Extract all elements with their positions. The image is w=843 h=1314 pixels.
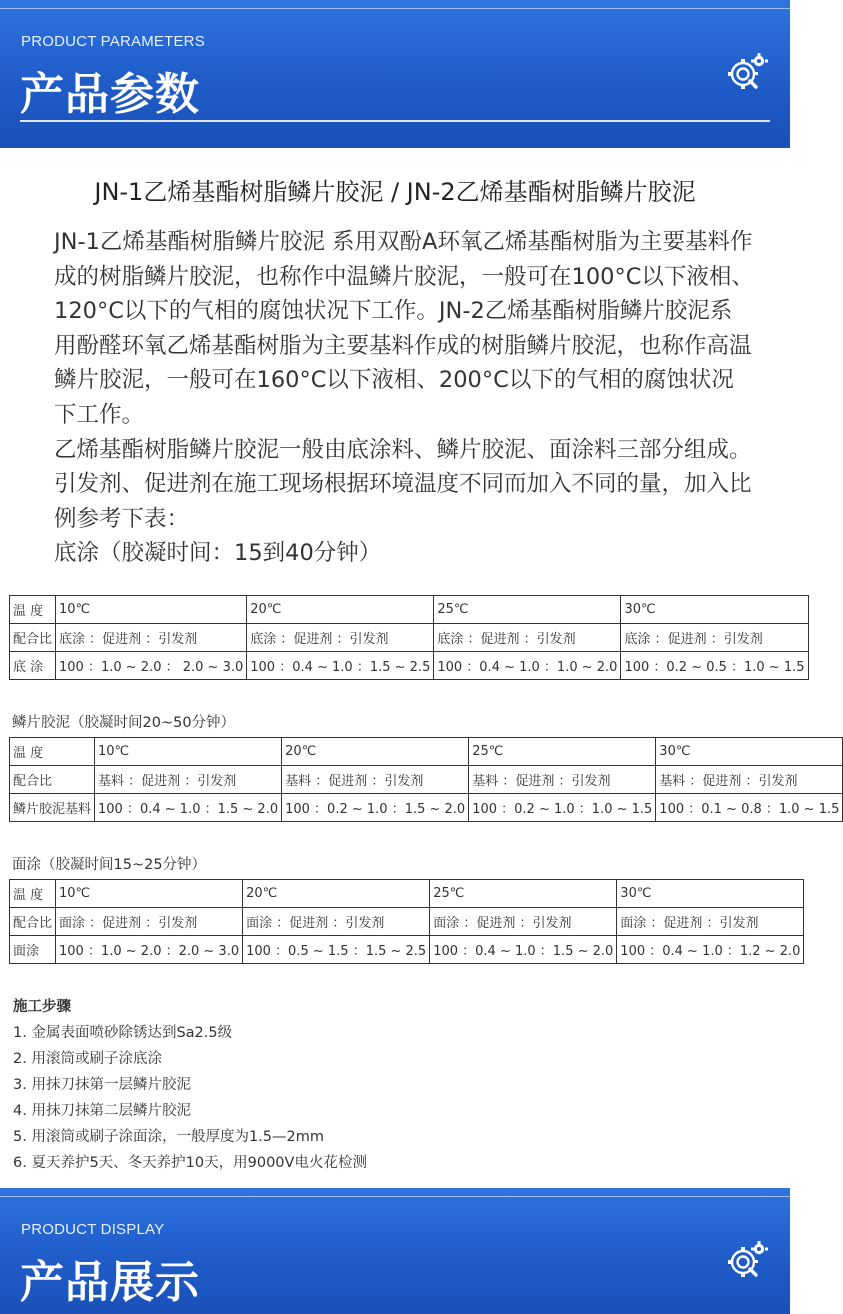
- table-cell: 100 ：0.4 ~ 1.0 ：1.5 ~ 2.0: [430, 936, 617, 964]
- table-cell: 面涂 ：促进剂 ：引发剂: [243, 908, 430, 936]
- table-cell: 面涂 ：促进剂 ：引发剂: [430, 908, 617, 936]
- table-cell: 底 涂: [10, 652, 56, 680]
- table-cell: 100 ：0.4 ~ 1.0 ：1.0 ~ 2.0: [434, 652, 621, 680]
- table-cell: 100 ：0.2 ~ 1.0 ：1.0 ~ 1.5: [469, 794, 656, 822]
- table-cell: 30℃: [656, 738, 843, 766]
- table-cell: 30℃: [621, 596, 808, 624]
- banner-chinese-title: 产品展示: [20, 1257, 200, 1308]
- description-paragraph-2: 乙烯基酯树脂鳞片胶泥一般由底涂料、鳞片胶泥、面涂料三部分组成。引发剂、促进剂在施工现场根据环境温度不同而加入不同的量，加入比例参考下表：: [54, 436, 752, 532]
- table-cell: 10℃: [56, 880, 243, 908]
- table-row: [10, 936, 804, 964]
- table-cell: 面涂: [10, 936, 56, 964]
- product-description: [54, 225, 754, 571]
- product-display-banner: [0, 1188, 790, 1314]
- table-cell: 10℃: [95, 738, 282, 766]
- list-item: 2. 用滚筒或刷子涂底涂: [13, 1051, 162, 1067]
- table-cell: 底涂 ：促进剂 ：引发剂: [434, 624, 621, 652]
- table-cell: 温 度: [10, 738, 95, 766]
- list-item: 5. 用滚筒或刷子涂面涂，一般厚度为1.5—2mm: [13, 1129, 324, 1145]
- table-cell: 100 ：0.4 ~ 1.0 ：1.2 ~ 2.0: [617, 936, 804, 964]
- list-item: 4. 用抹刀抹第二层鳞片胶泥: [13, 1103, 191, 1119]
- table-cell: 基料 ：促进剂 ：引发剂: [469, 766, 656, 794]
- table-cell: 25℃: [430, 880, 617, 908]
- table-cell: 100 ：0.5 ~ 1.5 ：1.5 ~ 2.5: [243, 936, 430, 964]
- banner-bottom-line: [20, 120, 770, 122]
- table-cell: 100 ：0.4 ~ 1.0 ：1.5 ~ 2.5: [247, 652, 434, 680]
- banner-english-title: PRODUCT DISPLAY: [21, 1221, 165, 1238]
- table-row: [10, 624, 809, 652]
- list-item: 3. 用抹刀抹第一层鳞片胶泥: [13, 1077, 191, 1093]
- table-row: [10, 738, 843, 766]
- table-cell: 配合比: [10, 908, 56, 936]
- scale-mortar-table: [9, 737, 843, 822]
- table-row: [10, 908, 804, 936]
- table-cell: 20℃: [243, 880, 430, 908]
- table-cell: 100 ：0.2 ~ 0.5 ：1.0 ~ 1.5: [621, 652, 808, 680]
- table-cell: 100 ：0.2 ~ 1.0 ：1.5 ~ 2.0: [282, 794, 469, 822]
- table-cell: 20℃: [247, 596, 434, 624]
- table-cell: 配合比: [10, 624, 56, 652]
- table-cell: 配合比: [10, 766, 95, 794]
- banner-english-title: PRODUCT PARAMETERS: [21, 33, 205, 50]
- table-cell: 底涂 ：促进剂 ：引发剂: [56, 624, 247, 652]
- table-cell: 100 ：1.0 ~ 2.0 ：2.0 ~ 3.0: [56, 936, 243, 964]
- construction-steps: [13, 994, 367, 1176]
- table-row: [10, 652, 809, 680]
- description-paragraph-1: JN-1乙烯基酯树脂鳞片胶泥 系用双酚A环氧乙烯基酯树脂为主要基料作成的树脂鳞片胶泥，也称作中温鳞片胶泥，一般可在100°C以下液相、120°C以下的气相的腐蚀状况下工作。JN-2乙烯基酯树脂鳞片胶泥系用酚醛环氧乙烯基酯树脂为主要基料作成的树脂鳞片胶泥，也称作高温鳞片胶泥，一般可在160°C以下液相、200°C以下的气相的腐蚀状况下工作。: [54, 229, 754, 428]
- table-row: [10, 596, 809, 624]
- product-title: JN-1乙烯基酯树脂鳞片胶泥 / JN-2乙烯基酯树脂鳞片胶泥: [94, 178, 696, 206]
- steps-heading: 施工步骤: [13, 999, 71, 1015]
- table-cell: 25℃: [469, 738, 656, 766]
- table-row: [10, 794, 843, 822]
- table-cell: 100 ：0.4 ~ 1.0 ：1.5 ~ 2.0: [95, 794, 282, 822]
- gear-search-icon: [725, 1238, 769, 1282]
- banner-top-line: [0, 8, 790, 9]
- gear-search-icon: [725, 50, 769, 94]
- table-cell: 25℃: [434, 596, 621, 624]
- table-cell: 10℃: [56, 596, 247, 624]
- table-cell: 20℃: [282, 738, 469, 766]
- base-coat-caption: 底涂（胶凝时间：15到40分钟）: [54, 540, 382, 567]
- table-cell: 30℃: [617, 880, 804, 908]
- list-item: 6. 夏天养护5天、冬天养护10天，用9000V电火花检测: [13, 1155, 367, 1171]
- table-cell: 基料 ：促进剂 ：引发剂: [656, 766, 843, 794]
- scale-mortar-caption: 鳞片胶泥（胶凝时间20~50分钟）: [12, 715, 236, 731]
- table-cell: 基料 ：促进剂 ：引发剂: [282, 766, 469, 794]
- base-coat-table: [9, 595, 809, 680]
- table-cell: 100 ：0.1 ~ 0.8 ：1.0 ~ 1.5: [656, 794, 843, 822]
- product-parameters-banner: [0, 0, 790, 148]
- table-cell: 基料 ：促进剂 ：引发剂: [95, 766, 282, 794]
- table-cell: 温 度: [10, 880, 56, 908]
- table-cell: 底涂 ：促进剂 ：引发剂: [621, 624, 808, 652]
- top-coat-table: [9, 879, 804, 964]
- table-cell: 温 度: [10, 596, 56, 624]
- table-row: [10, 880, 804, 908]
- table-cell: 面涂 ：促进剂 ：引发剂: [56, 908, 243, 936]
- table-row: [10, 766, 843, 794]
- table-cell: 底涂 ：促进剂 ：引发剂: [247, 624, 434, 652]
- table-cell: 100 ：1.0 ~ 2.0 ： 2.0 ~ 3.0: [56, 652, 247, 680]
- table-cell: 鳞片胶泥基料: [10, 794, 95, 822]
- table-cell: 面涂 ：促进剂 ：引发剂: [617, 908, 804, 936]
- top-coat-caption: 面涂（胶凝时间15~25分钟）: [12, 857, 207, 873]
- list-item: 1. 金属表面喷砂除锈达到Sa2.5级: [13, 1025, 233, 1041]
- banner-chinese-title: 产品参数: [20, 69, 200, 120]
- banner-top-line: [0, 1196, 790, 1197]
